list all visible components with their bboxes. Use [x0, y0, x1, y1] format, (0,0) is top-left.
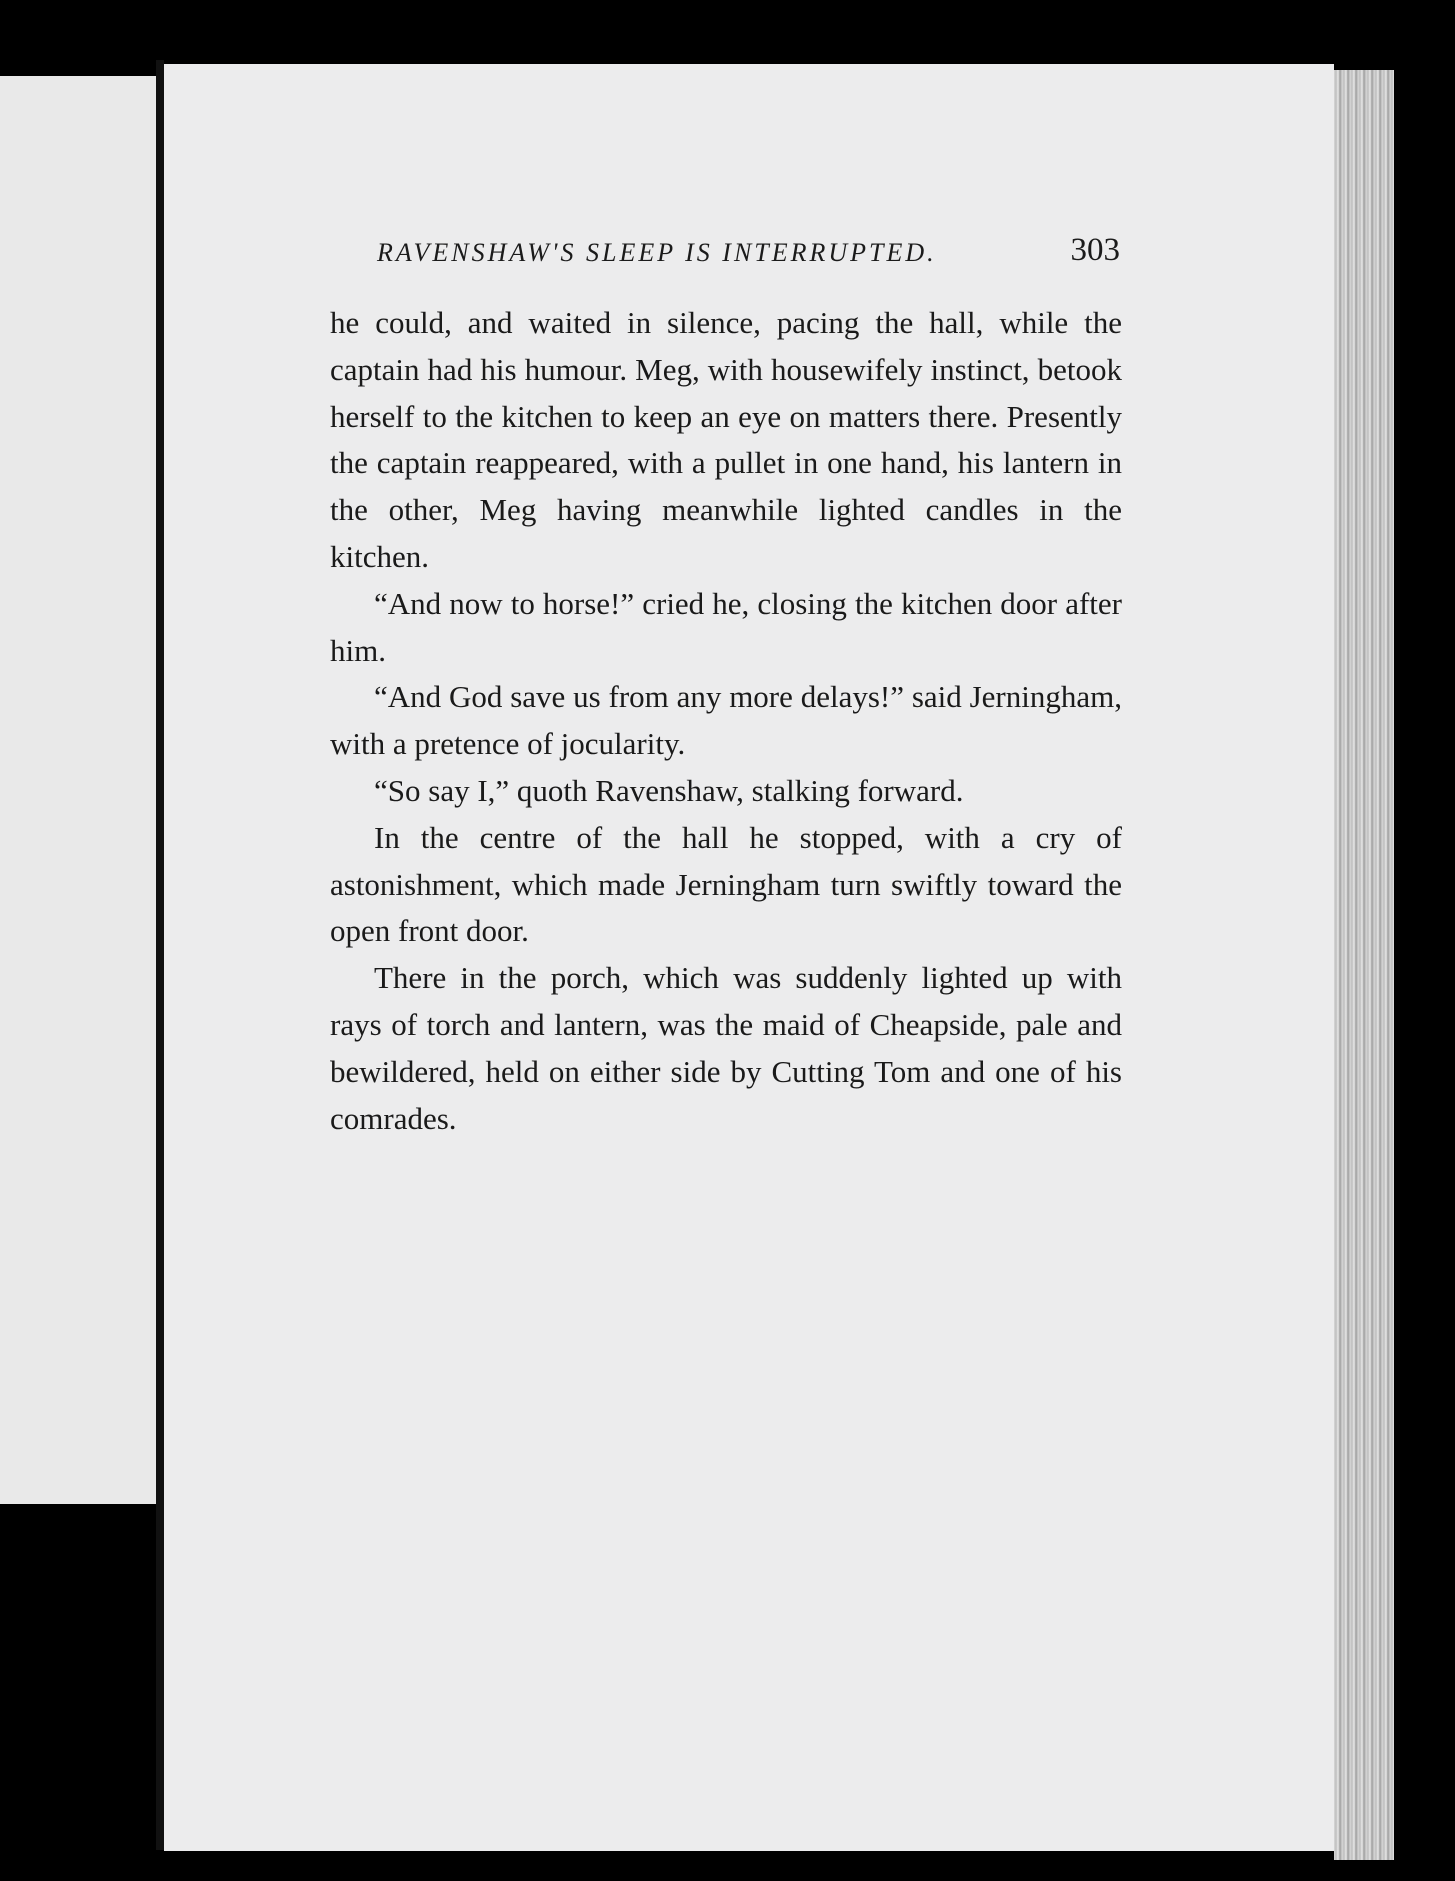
- book-gutter: [156, 60, 164, 1850]
- dark-background: [1394, 60, 1455, 1881]
- paragraph-continuation: he could, and waited in silence, pacing the hall, while the captain had his humour. Meg, with housewifely instinct, betook herself to the kitchen to keep an eye on matters there. Presently the captain reappeared, with a pullet in one hand, his lantern in the other, Meg having meanwhile lighted candles in the kitchen.: [330, 305, 1122, 574]
- page-stack-edge: [1334, 70, 1394, 1860]
- running-head: [377, 232, 1120, 276]
- dark-margin: [0, 1504, 160, 1881]
- paragraph: There in the porch, which was suddenly lighted up with rays of torch and lantern, was the maid of Cheapside, pale and bewildered, held on either side by Cutting Tom and one of his comrades.: [330, 960, 1122, 1136]
- paragraph: “And God save us from any more delays!” said Jerningham, with a pretence of jocularity.: [330, 679, 1122, 762]
- body-text: [330, 300, 1122, 1142]
- running-head-title: RAVENSHAW'S SLEEP IS INTERRUPTED.: [377, 238, 937, 267]
- page-number: 303: [1070, 232, 1120, 268]
- paragraph: “So say I,” quoth Ravenshaw, stalking forward.: [374, 772, 964, 808]
- paragraph: “And now to horse!” cried he, closing the kitchen door after him.: [330, 585, 1122, 668]
- facing-page-edge: [0, 76, 158, 1504]
- paragraph: In the centre of the hall he stopped, with a cry of astonishment, which made Jerningham turn swiftly toward the open front door.: [330, 819, 1122, 949]
